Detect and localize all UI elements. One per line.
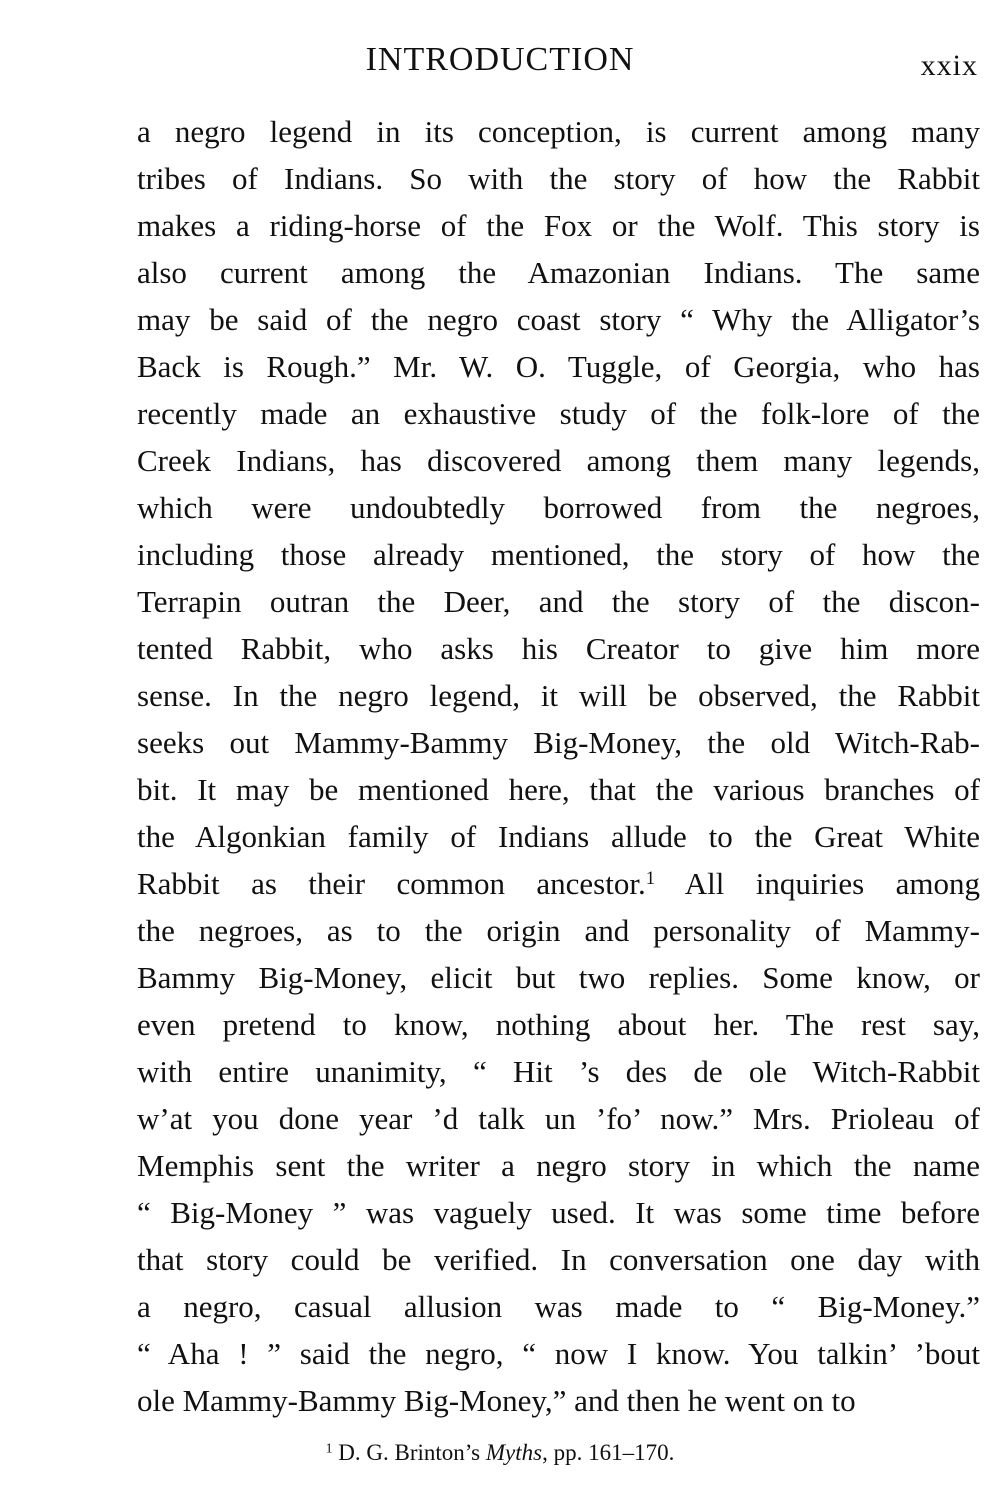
text-line: which were undoubtedly borrowed from the negroes, bbox=[137, 490, 980, 525]
text-line: Bammy Big-Money, elicit but two replies. Some know, or bbox=[137, 960, 980, 995]
text-line: tented Rabbit, who asks his Creator to give him more bbox=[137, 631, 980, 666]
footnote-text: D. G. Brinton’s bbox=[332, 1440, 486, 1465]
text-segment: Rabbit as their common ancestor. bbox=[137, 866, 646, 901]
text-line: “ Aha ! ” said the negro, “ now I know. You talkin’ ’bout bbox=[137, 1336, 980, 1371]
text-line: with entire unanimity, “ Hit ’s des de ole Witch-Rabbit bbox=[137, 1054, 980, 1089]
text-line: makes a riding-horse of the Fox or the Wolf. This story is bbox=[137, 208, 980, 243]
text-line: that story could be verified. In conversation one day with bbox=[137, 1242, 980, 1277]
text-line: tribes of Indians. So with the story of how the Rabbit bbox=[137, 161, 980, 196]
text-line: also current among the Amazonian Indians. The same bbox=[137, 255, 980, 290]
text-line: seeks out Mammy-Bammy Big-Money, the old Witch-Rab- bbox=[137, 725, 980, 760]
footnote-marker: 1 bbox=[325, 1440, 333, 1456]
text-line: recently made an exhaustive study of the folk-lore of the bbox=[137, 396, 980, 431]
text-line: Back is Rough.” Mr. W. O. Tuggle, of Georgia, who has bbox=[137, 349, 980, 384]
text-line: may be said of the negro coast story “ Why the Alligator’s bbox=[137, 302, 980, 337]
text-line: the Algonkian family of Indians allude to the Great White bbox=[137, 819, 980, 854]
text-line: a negro legend in its conception, is current among many bbox=[137, 114, 980, 149]
footnote-reference: 1 bbox=[645, 867, 656, 889]
text-line: ole Mammy-Bammy Big-Money,” and then he went on to bbox=[137, 1383, 856, 1418]
text-line: Terrapin outran the Deer, and the story of the discon- bbox=[137, 584, 980, 619]
footnote-book-title: Myths bbox=[485, 1440, 543, 1465]
text-line: even pretend to know, nothing about her. The rest say, bbox=[137, 1007, 980, 1042]
text-line: a negro, casual allusion was made to “ Big-Money.” bbox=[137, 1289, 980, 1324]
text-line: the negroes, as to the origin and personality of Mammy- bbox=[137, 913, 980, 948]
text-line-with-footnote-ref bbox=[137, 860, 980, 907]
text-line: including those already mentioned, the story of how the bbox=[137, 537, 980, 572]
body-text bbox=[137, 108, 980, 1424]
text-line: bit. It may be mentioned here, that the various branches of bbox=[137, 772, 980, 807]
footnote-pages: , pp. 161–170. bbox=[542, 1440, 675, 1465]
footnote bbox=[0, 1438, 1000, 1468]
running-head bbox=[0, 38, 1000, 82]
text-line: “ Big-Money ” was vaguely used. It was some time before bbox=[137, 1195, 980, 1230]
page-number: xxix bbox=[920, 49, 978, 82]
page-title: INTRODUCTION bbox=[365, 41, 635, 78]
text-line: sense. In the negro legend, it will be observed, the Rabbit bbox=[137, 678, 980, 713]
text-line: Creek Indians, has discovered among them many legends, bbox=[137, 443, 980, 478]
text-segment: All inquiries among bbox=[655, 866, 980, 901]
text-line: w’at you done year ’d talk un ’fo’ now.” Mrs. Prioleau of bbox=[137, 1101, 980, 1136]
text-line: Memphis sent the writer a negro story in which the name bbox=[137, 1148, 980, 1183]
